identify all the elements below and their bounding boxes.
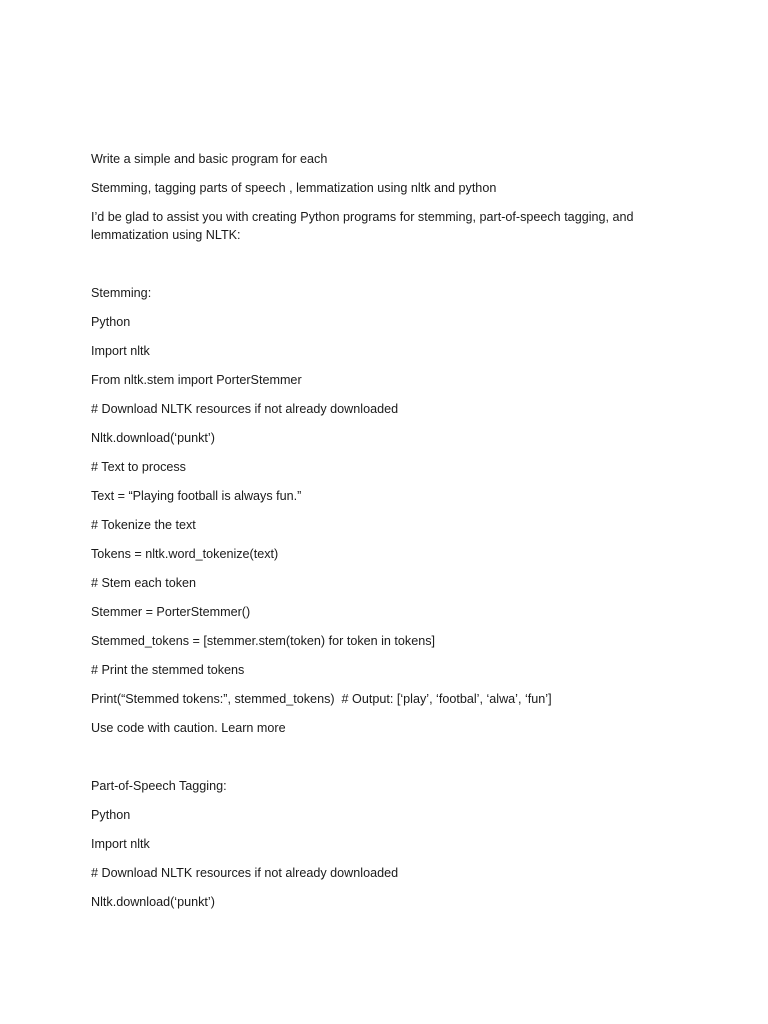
code-comment: # Text to process	[91, 460, 186, 474]
stemming-heading: Stemming:	[91, 286, 152, 300]
code-line: Import nltk	[91, 837, 150, 851]
code-line: Tokens = nltk.word_tokenize(text)	[91, 547, 279, 561]
prompt-line-2: Stemming, tagging parts of speech , lemmatization using nltk and python	[91, 181, 497, 195]
pos-language-label: Python	[91, 808, 131, 822]
code-line: From nltk.stem import PorterStemmer	[91, 373, 302, 387]
code-comment: # Stem each token	[91, 576, 197, 590]
code-line: Nltk.download(‘punkt’)	[91, 895, 215, 909]
code-comment: # Download NLTK resources if not already downloaded	[91, 866, 399, 880]
code-line: Import nltk	[91, 344, 150, 358]
prompt-line-1: Write a simple and basic program for each	[91, 152, 328, 166]
section-gap	[91, 255, 691, 284]
section-gap	[91, 748, 691, 777]
code-line: Stemmer = PorterStemmer()	[91, 605, 251, 619]
pos-heading: Part-of-Speech Tagging:	[91, 779, 227, 793]
code-line: Text = “Playing football is always fun.”	[91, 489, 302, 503]
document-body	[91, 150, 691, 922]
code-comment: # Download NLTK resources if not already downloaded	[91, 402, 399, 416]
code-line: Stemmed_tokens = [stemmer.stem(token) for token in tokens]	[91, 634, 436, 648]
code-caution-note: Use code with caution. Learn more	[91, 721, 286, 735]
code-line: Print(“Stemmed tokens:”, stemmed_tokens) # Output: [‘play’, ‘footbal’, ‘alwa’, ‘fun’]	[91, 692, 552, 706]
intro-paragraph: I’d be glad to assist you with creating Python programs for stemming, part-of-speech tagging, and lemmatization using NLTK:	[91, 210, 634, 242]
code-comment: # Print the stemmed tokens	[91, 663, 245, 677]
code-line: Nltk.download(‘punkt’)	[91, 431, 215, 445]
code-comment: # Tokenize the text	[91, 518, 196, 532]
stemming-language-label: Python	[91, 315, 131, 329]
